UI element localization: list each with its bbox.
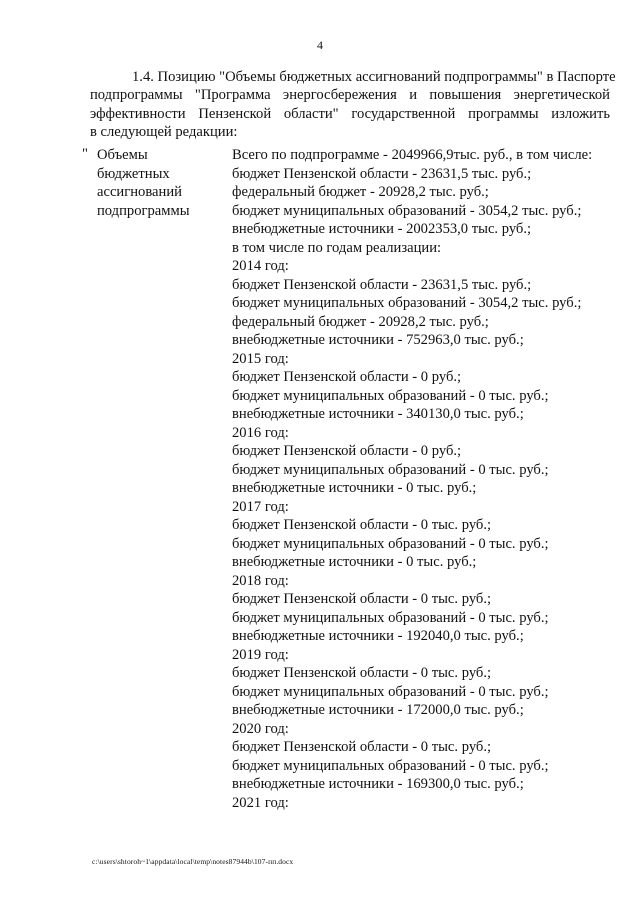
- content-line: бюджет Пензенской области - 0 тыс. руб.;: [232, 517, 492, 533]
- content-line: 2016 год:: [232, 424, 289, 441]
- opening-quote-mark: ": [82, 146, 88, 162]
- content-line: 2017 год:: [232, 498, 289, 515]
- content-line: бюджет Пензенской области - 23631,5 тыс. руб.;: [232, 276, 532, 293]
- content-line: 2015 год:: [232, 350, 289, 367]
- content-line: бюджет муниципальных образований - 0 тыс. руб.;: [232, 683, 549, 700]
- table-content-cell: [232, 146, 617, 812]
- table-label-cell: [97, 146, 227, 220]
- content-line: бюджет Пензенской области - 0 тыс. руб.;: [232, 739, 492, 755]
- content-line: 2019 год:: [232, 646, 289, 663]
- content-line: 2018 год:: [232, 572, 289, 589]
- intro-line: 1.4. Позицию "Объемы бюджетных ассигнований подпрограммы" в Паспорте: [132, 69, 616, 85]
- content-line: бюджет муниципальных образований - 0 тыс. руб.;: [232, 535, 549, 552]
- content-line: внебюджетные источники - 172000,0 тыс. руб.;: [232, 702, 524, 718]
- content-line: бюджет муниципальных образований - 3054,2 тыс. руб.;: [232, 295, 582, 311]
- page-number: 4: [317, 38, 323, 52]
- content-line: федеральный бюджет - 20928,2 тыс. руб.;: [232, 184, 489, 200]
- content-line: внебюджетные источники - 192040,0 тыс. руб.;: [232, 628, 524, 644]
- intro-paragraph: [90, 68, 616, 141]
- content-line: внебюджетные источники - 752963,0 тыс. руб.;: [232, 332, 524, 348]
- content-line: бюджет муниципальных образований - 0 тыс. руб.;: [232, 757, 549, 774]
- content-line: бюджет муниципальных образований - 0 тыс. руб.;: [232, 387, 549, 404]
- content-line: внебюджетные источники - 169300,0 тыс. руб.;: [232, 776, 524, 792]
- content-line: в том числе по годам реализации:: [232, 239, 442, 256]
- content-line: бюджет Пензенской области - 0 руб.;: [232, 369, 462, 385]
- label-line: бюджетных: [97, 165, 170, 182]
- content-line: 2021 год:: [232, 794, 289, 811]
- content-line: бюджет муниципальных образований - 0 тыс. руб.;: [232, 461, 549, 478]
- content-line: бюджет муниципальных образований - 3054,2 тыс. руб.;: [232, 202, 582, 219]
- intro-line: эффективности Пензенской области" государственной программы изложить: [90, 105, 610, 122]
- content-line: бюджет Пензенской области - 23631,5 тыс. руб.;: [232, 165, 532, 182]
- content-line: бюджет муниципальных образований - 0 тыс. руб.;: [232, 609, 549, 626]
- footer-file-path: c:\users\shtoroh~1\appdata\local\temp\notes87944b\107-пп.docx: [92, 857, 294, 866]
- content-line: внебюджетные источники - 340130,0 тыс. руб.;: [232, 406, 524, 422]
- content-line: внебюджетные источники - 0 тыс. руб.;: [232, 554, 477, 570]
- label-line: подпрограммы: [97, 202, 190, 219]
- content-line: внебюджетные источники - 0 тыс. руб.;: [232, 480, 477, 496]
- content-line: 2014 год:: [232, 258, 289, 274]
- intro-line: подпрограммы "Программа энергосбережения и повышения энергетической: [90, 87, 610, 104]
- intro-line: в следующей редакции:: [90, 123, 238, 140]
- content-line: внебюджетные источники - 2002353,0 тыс. руб.;: [232, 221, 532, 237]
- label-line: Объемы: [97, 147, 148, 163]
- label-line: ассигнований: [97, 184, 182, 201]
- content-line: бюджет Пензенской области - 0 тыс. руб.;: [232, 591, 492, 607]
- content-line: бюджет Пензенской области - 0 тыс. руб.;: [232, 665, 492, 681]
- content-line: федеральный бюджет - 20928,2 тыс. руб.;: [232, 313, 489, 330]
- content-line: 2020 год:: [232, 720, 289, 737]
- content-line: Всего по подпрограмме - 2049966,9тыс. руб., в том числе:: [232, 147, 593, 163]
- content-line: бюджет Пензенской области - 0 руб.;: [232, 443, 462, 459]
